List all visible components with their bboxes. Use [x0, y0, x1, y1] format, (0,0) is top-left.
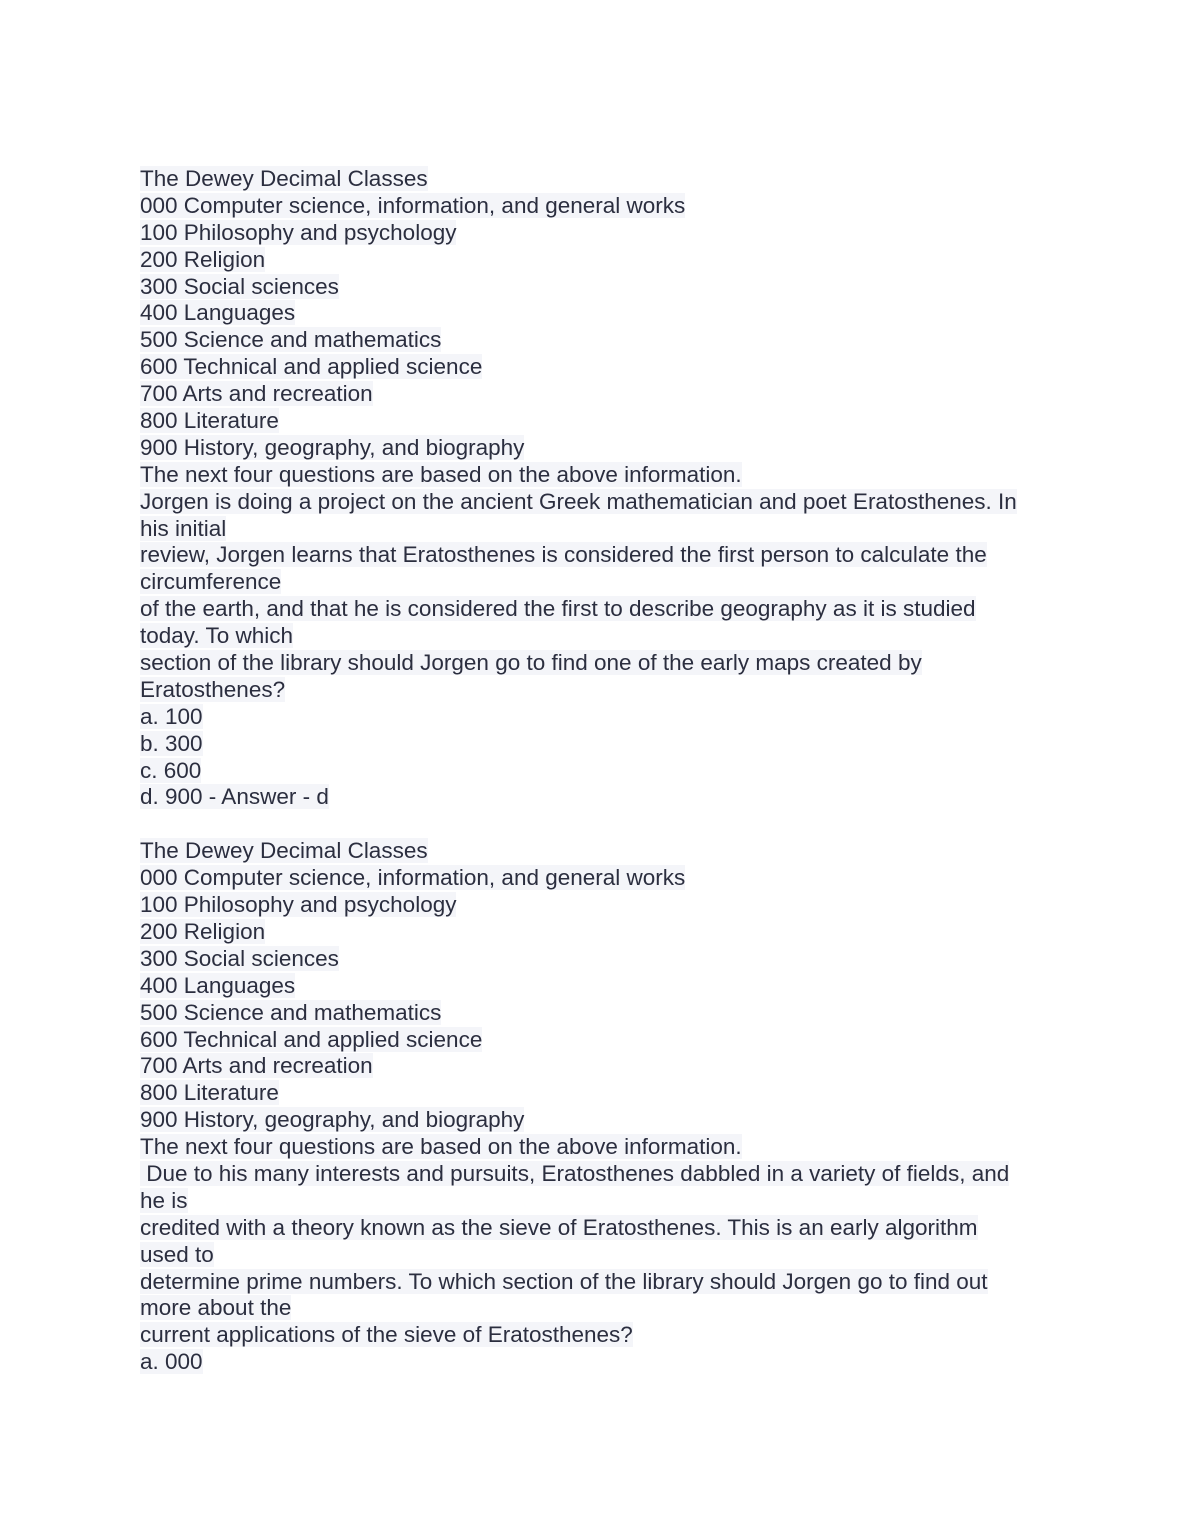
question-text-line: used to — [140, 1241, 214, 1267]
question-text-line: circumference — [140, 569, 282, 595]
question-text-line: section of the library should Jorgen go to find one of the early maps created by — [140, 650, 922, 676]
answer-option: a. 100 — [140, 703, 203, 729]
intro-text: The next four questions are based on the above information. — [140, 1134, 742, 1160]
question-text-line: his initial — [140, 515, 227, 541]
document-page — [140, 166, 1060, 1376]
answer-option: c. 600 — [140, 757, 202, 783]
question-text-line: he is — [140, 1187, 188, 1213]
question-text-line: credited with a theory known as the sieve of Eratosthenes. This is an early algorithm — [140, 1214, 978, 1240]
question-text-line: current applications of the sieve of Eratosthenes? — [140, 1322, 633, 1348]
class-item: 100 Philosophy and psychology — [140, 892, 457, 918]
question-text-line: of the earth, and that he is considered the first to describe geography as it is studied — [140, 596, 976, 622]
question-text-line: more about the — [140, 1295, 292, 1321]
question-text-line: Due to his many interests and pursuits, Eratosthenes dabbled in a variety of fields, and — [140, 1160, 1010, 1186]
class-item: 900 History, geography, and biography — [140, 434, 525, 460]
question-text-line: review, Jorgen learns that Eratosthenes is considered the first person to calculate the — [140, 542, 987, 568]
question-block-2 — [140, 838, 1060, 1376]
answer-option: a. 000 — [140, 1349, 203, 1375]
class-item: 600 Technical and applied science — [140, 1026, 483, 1052]
class-item: 500 Science and mathematics — [140, 999, 442, 1025]
class-item: 600 Technical and applied science — [140, 354, 483, 380]
heading: The Dewey Decimal Classes — [140, 838, 428, 864]
class-item: 800 Literature — [140, 1080, 279, 1106]
class-item: 900 History, geography, and biography — [140, 1107, 525, 1133]
block-spacer — [140, 811, 1060, 838]
class-item: 800 Literature — [140, 408, 279, 434]
intro-text: The next four questions are based on the above information. — [140, 461, 742, 487]
heading: The Dewey Decimal Classes — [140, 166, 428, 191]
class-item: 200 Religion — [140, 918, 266, 944]
question-text-line: Jorgen is doing a project on the ancient Greek mathematician and poet Eratosthenes. In — [140, 488, 1017, 514]
question-text-line: today. To which — [140, 623, 294, 649]
class-item: 400 Languages — [140, 300, 296, 326]
class-item: 400 Languages — [140, 972, 296, 998]
class-item: 000 Computer science, information, and general works — [140, 865, 686, 891]
class-item: 300 Social sciences — [140, 945, 339, 971]
class-item: 000 Computer science, information, and general works — [140, 192, 686, 218]
question-block-1 — [140, 166, 1060, 811]
answer-option: d. 900 - Answer - d — [140, 784, 329, 810]
question-text-line: Eratosthenes? — [140, 676, 286, 702]
class-item: 300 Social sciences — [140, 273, 339, 299]
class-item: 200 Religion — [140, 246, 266, 272]
answer-option: b. 300 — [140, 730, 203, 756]
class-item: 500 Science and mathematics — [140, 327, 442, 353]
class-item: 100 Philosophy and psychology — [140, 219, 457, 245]
class-item: 700 Arts and recreation — [140, 1053, 373, 1079]
class-item: 700 Arts and recreation — [140, 381, 373, 407]
question-text-line: determine prime numbers. To which section of the library should Jorgen go to find out — [140, 1268, 988, 1294]
